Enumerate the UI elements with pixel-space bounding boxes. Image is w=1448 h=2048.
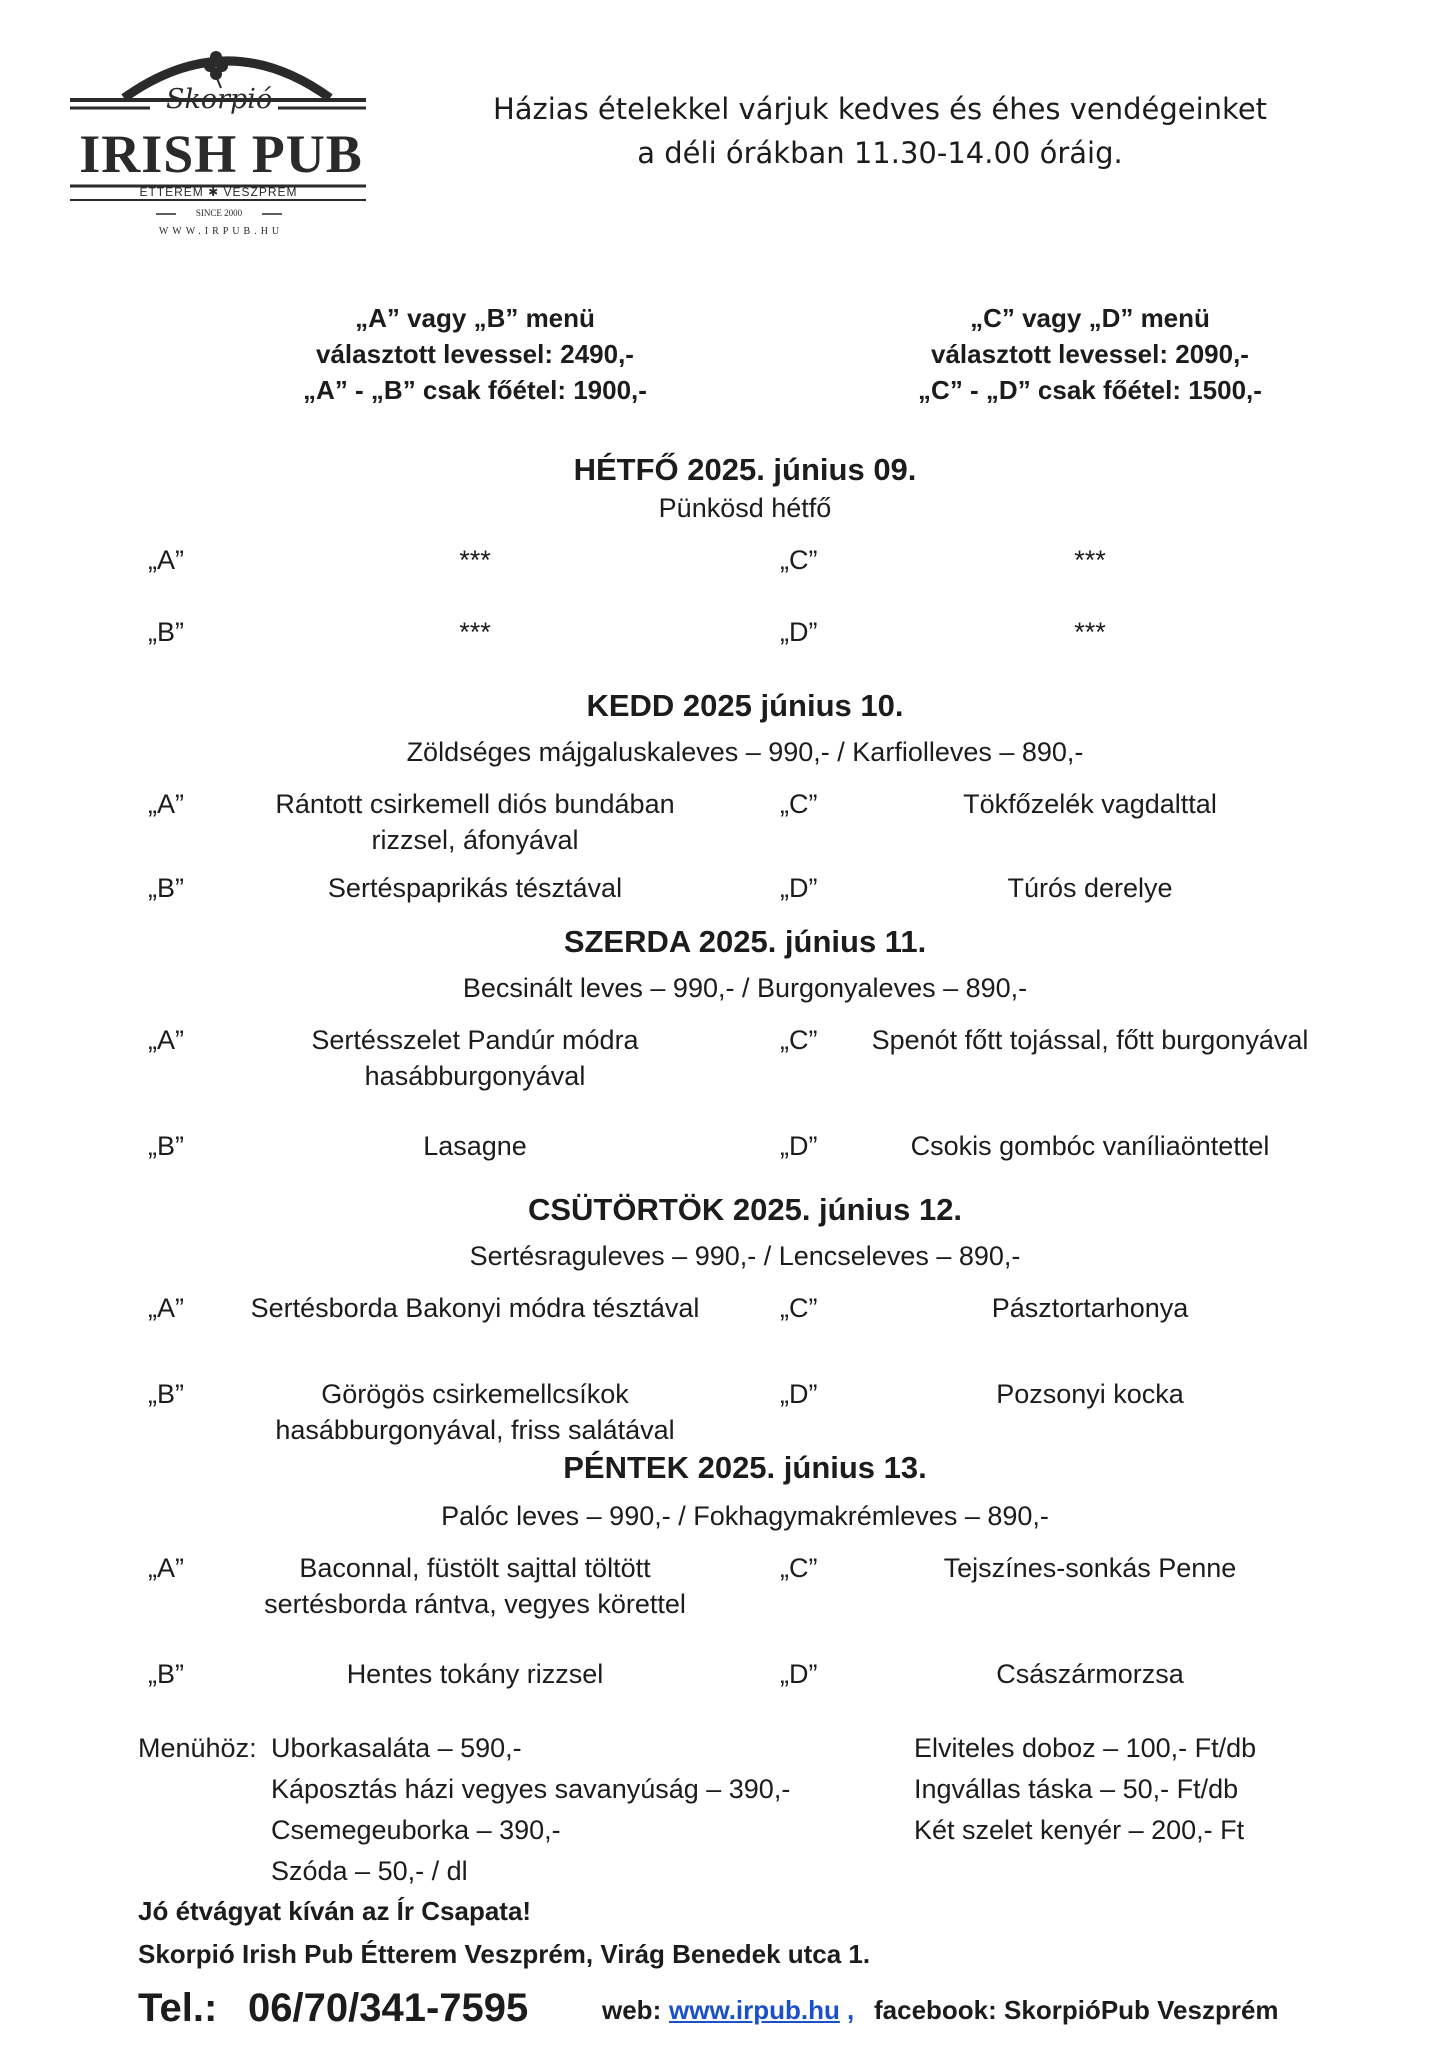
label-b: „B”	[148, 1131, 184, 1161]
label-c: „C”	[780, 1293, 818, 1323]
footer-web-link[interactable]: www.irpub.hu	[669, 1995, 840, 2025]
soups-tuesday: Zöldséges májgaluskaleves – 990,- / Karfiolleves – 890,-	[406, 737, 1084, 767]
footer-facebook[interactable]: facebook: SkorpióPub Veszprém	[874, 1995, 1279, 2025]
price-left-1: „A” vagy „B” menü	[355, 303, 595, 333]
day-title-monday: HÉTFŐ 2025. június 09.	[573, 452, 917, 487]
meal-a-wednesday-line-1: Sertésszelet Pandúr módra	[311, 1025, 639, 1055]
price-left-2: választott levessel: 2490,-	[316, 339, 634, 369]
price-right-2: választott levessel: 2090,-	[931, 339, 1249, 369]
label-d: „D”	[780, 1379, 818, 1409]
meal-a-friday-line-2: sertésborda rántva, vegyes körettel	[264, 1589, 686, 1619]
label-b: „B”	[148, 1379, 184, 1409]
meal-d-wednesday: Csokis gombóc vaníliaöntettel	[910, 1131, 1270, 1161]
label-d: „D”	[780, 873, 818, 903]
pub-logo	[66, 40, 386, 260]
meal-a-tuesday-line-2: rizzsel, áfonyával	[371, 825, 579, 855]
label-b: „B”	[148, 1659, 184, 1689]
price-left-3: „A” - „B” csak főétel: 1900,-	[303, 375, 647, 405]
label-a: „A”	[148, 545, 184, 575]
logo-title: IRISH PUB	[79, 124, 363, 184]
label-b: „B”	[148, 873, 184, 903]
meal-a-thursday: Sertésborda Bakonyi módra tésztával	[250, 1293, 700, 1323]
label-c: „C”	[780, 545, 818, 575]
meal-b-tuesday: Sertéspaprikás tésztával	[327, 873, 623, 903]
extras-item: Szóda – 50,- / dl	[271, 1856, 468, 1886]
footer-address: Skorpió Irish Pub Étterem Veszprém, Virág Benedek utca 1.	[138, 1939, 871, 1969]
footer-tel[interactable]: 06/70/341-7595	[248, 1986, 529, 2030]
footer-tel-label: Tel.:	[138, 1986, 218, 2030]
soups-friday: Palóc leves – 990,- / Fokhagymakrémleves – 890,-	[441, 1501, 1049, 1531]
extras-label: Menühöz:	[138, 1733, 257, 1763]
day-title-wednesday: SZERDA 2025. június 11.	[563, 924, 927, 959]
label-a: „A”	[148, 1025, 184, 1055]
day-title-thursday: CSÜTÖRTÖK 2025. június 12.	[527, 1192, 963, 1227]
meal-b-thursday-line-1: Görögös csirkemellcsíkok	[321, 1379, 629, 1409]
meal-c-monday: ***	[1074, 545, 1106, 575]
price-right-1: „C” vagy „D” menü	[970, 303, 1210, 333]
meal-d-friday: Császármorzsa	[996, 1659, 1184, 1689]
meal-c-tuesday: Tökfőzelék vagdalttal	[963, 789, 1217, 819]
day-title-tuesday: KEDD 2025 június 10.	[586, 688, 904, 723]
label-a: „A”	[148, 1553, 184, 1583]
footer-web-trail: ,	[847, 1995, 855, 2025]
extras-item: Csemegeuborka – 390,-	[271, 1815, 561, 1845]
logo-subtitle: ÉTTEREM ✱ VESZPRÉM	[139, 185, 298, 199]
extras-item: Uborkasaláta – 590,-	[271, 1733, 522, 1763]
logo-web-arc: WWW.IRPUB.HU	[158, 226, 284, 237]
label-c: „C”	[780, 1025, 818, 1055]
day-note-monday: Pünkösd hétfő	[658, 493, 832, 523]
header-line-2: a déli órákban 11.30-14.00 óráig.	[637, 136, 1123, 170]
label-b: „B”	[148, 617, 184, 647]
label-a: „A”	[148, 789, 184, 819]
extras-item: Elviteles doboz – 100,- Ft/db	[914, 1733, 1257, 1763]
soups-thursday: Sertésraguleves – 990,- / Lencseleves – 890,-	[469, 1241, 1021, 1271]
logo-since: SINCE 2000	[195, 208, 243, 218]
meal-a-tuesday-line-1: Rántott csirkemell diós bundában	[275, 789, 675, 819]
extras-item: Káposztás házi vegyes savanyúság – 390,-	[271, 1774, 791, 1804]
meal-c-wednesday: Spenót főtt tojással, főtt burgonyával	[871, 1025, 1309, 1055]
label-c: „C”	[780, 789, 818, 819]
meal-d-thursday: Pozsonyi kocka	[996, 1379, 1184, 1409]
meal-c-friday: Tejszínes-sonkás Penne	[943, 1553, 1237, 1583]
extras-item: Ingvállas táska – 50,- Ft/db	[914, 1774, 1239, 1804]
footer-web-label: web:	[602, 1995, 662, 2025]
footer-wish: Jó étvágyat kíván az Ír Csapata!	[138, 1896, 532, 1926]
label-d: „D”	[780, 617, 818, 647]
meal-c-thursday: Pásztortarhonya	[991, 1293, 1189, 1323]
meal-a-monday: ***	[459, 545, 491, 575]
header-line-1: Házias ételekkel várjuk kedves és éhes vendégeinket	[492, 92, 1268, 126]
meal-b-thursday-line-2: hasábburgonyával, friss salátával	[275, 1415, 675, 1445]
meal-b-friday: Hentes tokány rizzsel	[346, 1659, 604, 1689]
soups-wednesday: Becsinált leves – 990,- / Burgonyaleves – 890,-	[462, 973, 1028, 1003]
logo-script: Skorpió	[166, 84, 273, 115]
label-a: „A”	[148, 1293, 184, 1323]
meal-a-friday-line-1: Baconnal, füstölt sajttal töltött	[299, 1553, 651, 1583]
label-c: „C”	[780, 1553, 818, 1583]
meal-b-wednesday: Lasagne	[423, 1131, 527, 1161]
meal-d-monday: ***	[1074, 617, 1106, 647]
meal-d-tuesday: Túrós derelye	[1007, 873, 1173, 903]
label-d: „D”	[780, 1659, 818, 1689]
extras-item: Két szelet kenyér – 200,- Ft	[914, 1815, 1245, 1845]
price-right-3: „C” - „D” csak főétel: 1500,-	[918, 375, 1262, 405]
meal-b-monday: ***	[459, 617, 491, 647]
meal-a-wednesday-line-2: hasábburgonyával	[364, 1061, 586, 1091]
label-d: „D”	[780, 1131, 818, 1161]
day-title-friday: PÉNTEK 2025. június 13.	[563, 1450, 927, 1485]
